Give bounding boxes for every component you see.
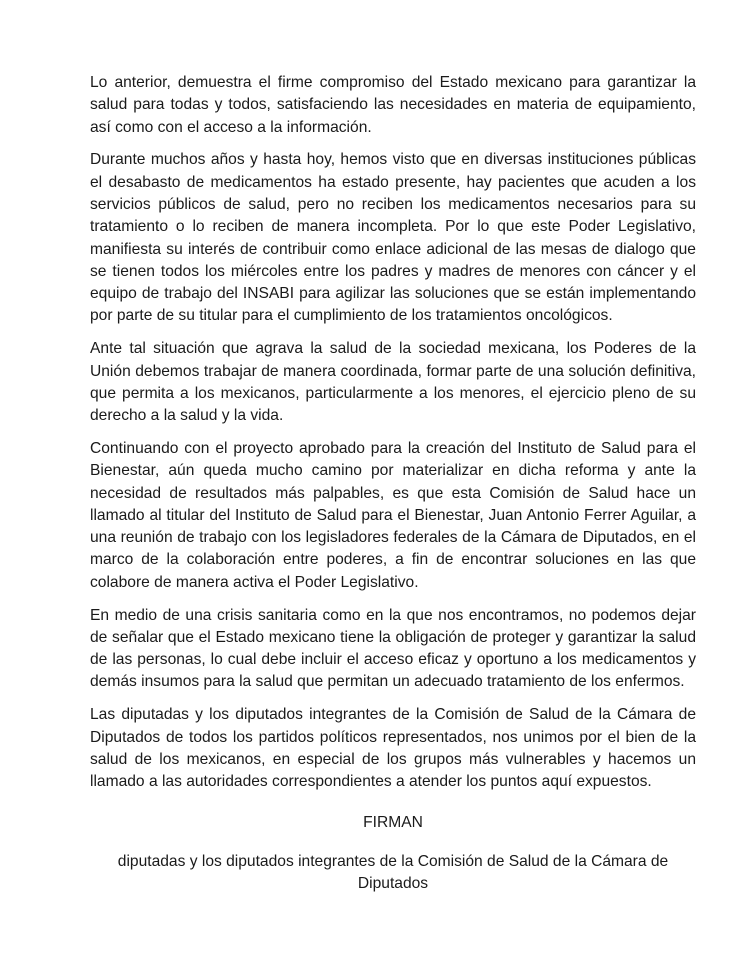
paragraph-call-to-authorities: Las diputadas y los diputados integrantes de la Comisión de Salud de la Cámara de Diputados de todos los partidos políticos representados, nos unimos por el bien de la salud de los mexicanos, en especial de los grupos más vulnerables y hacemos un llamado a las autoridades correspondientes a atender los puntos aquí expuestos.	[90, 706, 696, 791]
paragraph-health-crisis: En medio de una crisis sanitaria como en la que nos encontramos, no podemos dejar de señalar que el Estado mexicano tiene la obligación de proteger y garantizar la salud de las personas, lo cual debe incluir el acceso eficaz y oportuno a los medicamentos y demás insumos para la salud que permitan un adecuado tratamiento de los enfermos.	[90, 606, 696, 691]
document-body	[90, 72, 696, 804]
signature-heading: FIRMAN	[363, 814, 423, 831]
paragraph-coordination: Ante tal situación que agrava la salud de la sociedad mexicana, los Poderes de la Unión debemos trabajar de manera coordinada, formar parte de una solución definitiva, que permita a los mexicanos, particularmente a los menores, el ejercicio pleno de su derecho a la salud y la vida.	[90, 340, 696, 425]
paragraph-commitment: Lo anterior, demuestra el firme compromiso del Estado mexicano para garantizar la salud para todas y todos, satisfaciendo las necesidades en materia de equipamiento, así como con el acceso a la información.	[90, 74, 696, 136]
paragraph-insabi-meeting: Continuando con el proyecto aprobado para la creación del Instituto de Salud para el Bienestar, aún queda mucho camino por materializar en dicha reforma y ante la necesidad de resultados más palpables, es que esta Comisión de Salud hace un llamado al titular del Instituto de Salud para el Bienestar, Juan Antonio Ferrer Aguilar, a una reunión de trabajo con los legisladores federales de la Cámara de Diputados, en el marco de la colaboración entre poderes, a fin de encontrar soluciones en las que colabore de manera activa el Poder Legislativo.	[90, 439, 696, 591]
paragraph-medicine-shortage: Durante muchos años y hasta hoy, hemos visto que en diversas instituciones públicas el desabasto de medicamentos ha estado presente, hay pacientes que acuden a los servicios públicos de salud, pero no reciben los medicamentos necesarios para su tratamiento o lo reciben de manera incompleta. Por lo que este Poder Legislativo, manifiesta su interés de contribuir como enlace adicional de las mesas de dialogo que se tienen todos los miércoles entre los padres y madres de menores con cáncer y el equipo de trabajo del INSABI para agilizar las soluciones que se están implementando por parte de su titular para el cumplimiento de los tratamientos oncológicos.	[90, 151, 696, 325]
signature-text: diputadas y los diputados integrantes de la Comisión de Salud de la Cámara de Diputados	[117, 853, 669, 893]
